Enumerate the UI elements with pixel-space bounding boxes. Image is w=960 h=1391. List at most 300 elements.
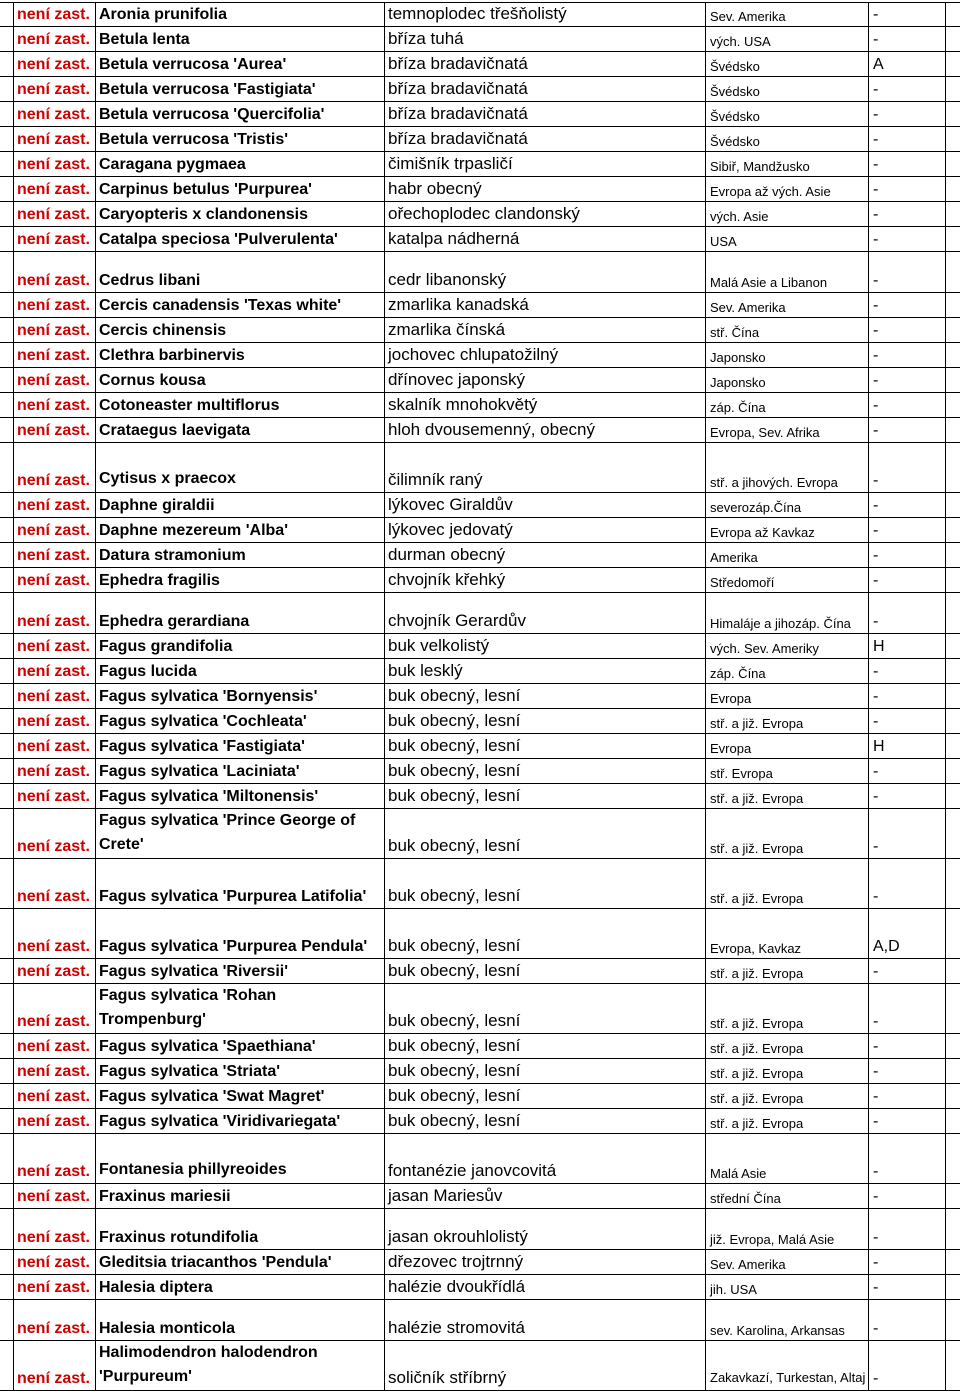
- latin-name-cell: [95, 1084, 384, 1108]
- zone-cell-text: -: [873, 1229, 879, 1246]
- status-cell: [13, 152, 95, 176]
- status-cell-text: není zast.: [17, 1163, 90, 1180]
- czech-name-cell: [384, 1084, 705, 1108]
- latin-name-cell: [95, 102, 384, 126]
- origin-cell: [705, 1084, 868, 1108]
- latin-name-cell: [95, 984, 384, 1033]
- zone-cell-text: -: [873, 297, 879, 314]
- latin-name-cell: [95, 27, 384, 51]
- status-cell: [13, 593, 95, 633]
- zone-cell: [868, 3, 946, 26]
- czech-name-cell: [384, 518, 705, 542]
- status-cell-text: není zast.: [17, 497, 90, 514]
- latin-name-cell: [95, 293, 384, 317]
- czech-name-cell: [384, 809, 705, 858]
- origin-cell-text: stř. Evropa: [710, 766, 773, 781]
- origin-cell: [705, 759, 868, 783]
- table-row: [0, 202, 960, 227]
- zone-cell-text: -: [873, 1163, 879, 1180]
- zone-cell-text: H: [873, 638, 885, 655]
- status-cell-text: není zast.: [17, 638, 90, 655]
- czech-name-cell-text: buk lesklý: [388, 661, 463, 680]
- zone-cell-text: -: [873, 156, 879, 173]
- origin-cell-text: stř. a již. Evropa: [710, 1016, 804, 1031]
- czech-name-cell-text: habr obecný: [388, 179, 482, 198]
- czech-name-cell-text: bříza tuhá: [388, 29, 464, 48]
- table-row: [0, 543, 960, 568]
- zone-cell: [868, 1109, 946, 1133]
- origin-cell-text: Evropa: [710, 691, 752, 706]
- latin-name-cell-text: Betula verrucosa 'Tristis': [99, 131, 289, 148]
- zone-cell: [868, 759, 946, 783]
- latin-name-cell: [95, 343, 384, 367]
- latin-name-cell: [95, 493, 384, 517]
- origin-cell-text: jih. USA: [710, 1282, 757, 1297]
- latin-name-cell-text: Fagus sylvatica 'Spaethiana': [99, 1038, 316, 1055]
- latin-name-cell-text: Gleditsia triacanthos 'Pendula': [99, 1254, 332, 1271]
- status-cell: [13, 52, 95, 76]
- status-cell: [13, 1084, 95, 1108]
- origin-cell: [705, 709, 868, 733]
- status-cell-text: není zast.: [17, 963, 90, 980]
- zone-cell: [868, 1300, 946, 1340]
- czech-name-cell-text: čimišník trpasličí: [388, 154, 513, 173]
- origin-cell-text: Himaláje a jihozáp. Čína: [710, 616, 851, 631]
- latin-name-cell-text: Fagus sylvatica 'Cochleata': [99, 713, 307, 730]
- origin-cell-text: vých. Sev. Ameriky: [710, 641, 819, 656]
- origin-cell: [705, 252, 868, 292]
- zone-cell-text: -: [873, 1279, 879, 1296]
- table-row: [0, 634, 960, 659]
- latin-name-cell: [95, 959, 384, 983]
- table-row: [0, 318, 960, 343]
- status-cell-text: není zast.: [17, 763, 90, 780]
- origin-cell: [705, 543, 868, 567]
- latin-name-cell: [95, 784, 384, 808]
- zone-cell: [868, 909, 946, 958]
- czech-name-cell: [384, 1134, 705, 1183]
- origin-cell-text: stř. a již. Evropa: [710, 891, 804, 906]
- latin-name-cell-text: Fraxinus rotundifolia: [99, 1229, 259, 1246]
- zone-cell-text: -: [873, 497, 879, 514]
- status-cell: [13, 443, 95, 492]
- origin-cell: [705, 127, 868, 151]
- czech-name-cell: [384, 443, 705, 492]
- zone-cell-text: A: [873, 56, 884, 73]
- table-row: [0, 102, 960, 127]
- zone-cell-text: -: [873, 1320, 879, 1337]
- status-cell: [13, 634, 95, 658]
- status-cell-text: není zast.: [17, 938, 90, 955]
- latin-name-cell-text: Caryopteris x clandonensis: [99, 206, 308, 223]
- czech-name-cell-text: jasan okrouhlolistý: [388, 1227, 528, 1246]
- latin-name-cell: [95, 1034, 384, 1058]
- latin-name-cell: [95, 909, 384, 958]
- status-cell: [13, 859, 95, 908]
- zone-cell: [868, 418, 946, 442]
- table-row: [0, 1300, 960, 1341]
- zone-cell-text: -: [873, 322, 879, 339]
- latin-name-cell: [95, 593, 384, 633]
- status-cell: [13, 1059, 95, 1083]
- table-row: [0, 368, 960, 393]
- czech-name-cell: [384, 634, 705, 658]
- czech-name-cell: [384, 52, 705, 76]
- zone-cell: [868, 177, 946, 201]
- origin-cell-text: střední Čína: [710, 1191, 781, 1206]
- origin-cell-text: Japonsko: [710, 350, 766, 365]
- status-cell: [13, 252, 95, 292]
- zone-cell: [868, 368, 946, 392]
- status-cell: [13, 684, 95, 708]
- origin-cell-text: Japonsko: [710, 375, 766, 390]
- latin-name-cell: [95, 202, 384, 226]
- zone-cell: [868, 102, 946, 126]
- zone-cell-text: -: [873, 838, 879, 855]
- origin-cell-text: stř. a již. Evropa: [710, 841, 804, 856]
- czech-name-cell: [384, 1300, 705, 1340]
- origin-cell-text: Evropa, Kavkaz: [710, 941, 802, 956]
- zone-cell: [868, 543, 946, 567]
- latin-name-cell: [95, 368, 384, 392]
- latin-name-cell-text: Aronia prunifolia: [99, 6, 227, 23]
- status-cell: [13, 227, 95, 251]
- zone-cell: [868, 152, 946, 176]
- zone-cell-text: -: [873, 81, 879, 98]
- status-cell-text: není zast.: [17, 1229, 90, 1246]
- latin-name-cell-text: Caragana pygmaea: [99, 156, 246, 173]
- status-cell-text: není zast.: [17, 106, 90, 123]
- origin-cell-text: Sev. Amerika: [710, 300, 786, 315]
- origin-cell-text: stř. a již. Evropa: [710, 1091, 804, 1106]
- table-row: [0, 593, 960, 634]
- status-cell: [13, 1275, 95, 1299]
- status-cell-text: není zast.: [17, 888, 90, 905]
- latin-name-cell-text: Datura stramonium: [99, 547, 246, 564]
- czech-name-cell: [384, 227, 705, 251]
- table-row: [0, 959, 960, 984]
- latin-name-cell: [95, 52, 384, 76]
- status-cell-text: není zast.: [17, 1254, 90, 1271]
- zone-cell-text: -: [873, 1013, 879, 1030]
- origin-cell-text: Švédsko: [710, 109, 760, 124]
- origin-cell: [705, 684, 868, 708]
- status-cell: [13, 1250, 95, 1274]
- czech-name-cell: [384, 252, 705, 292]
- zone-cell: [868, 493, 946, 517]
- zone-cell-text: -: [873, 788, 879, 805]
- zone-cell-text: -: [873, 6, 879, 23]
- czech-name-cell-text: buk obecný, lesní: [388, 1036, 521, 1055]
- czech-name-cell-text: hloh dvousemenný, obecný: [388, 420, 595, 439]
- latin-name-cell: [95, 859, 384, 908]
- latin-name-cell: [95, 634, 384, 658]
- latin-name-cell-text: Fagus grandifolia: [99, 638, 233, 655]
- status-cell-text: není zast.: [17, 572, 90, 589]
- czech-name-cell: [384, 1184, 705, 1208]
- czech-name-cell-text: katalpa nádherná: [388, 229, 520, 248]
- latin-name-cell: [95, 518, 384, 542]
- czech-name-cell: [384, 1250, 705, 1274]
- latin-name-cell-text: Fagus sylvatica 'Laciniata': [99, 763, 300, 780]
- origin-cell: [705, 859, 868, 908]
- origin-cell: [705, 152, 868, 176]
- table-row: [0, 1250, 960, 1275]
- zone-cell: [868, 593, 946, 633]
- origin-cell: [705, 202, 868, 226]
- zone-cell-text: -: [873, 1063, 879, 1080]
- zone-cell: [868, 252, 946, 292]
- czech-name-cell: [384, 859, 705, 908]
- status-cell: [13, 984, 95, 1033]
- origin-cell-text: stř. a již. Evropa: [710, 791, 804, 806]
- status-cell: [13, 659, 95, 683]
- status-cell-text: není zast.: [17, 1038, 90, 1055]
- czech-name-cell-text: zmarlika čínská: [388, 320, 506, 339]
- latin-name-cell: [95, 318, 384, 342]
- latin-name-cell-text: Fagus sylvatica 'Miltonensis': [99, 788, 319, 805]
- czech-name-cell-text: buk obecný, lesní: [388, 786, 521, 805]
- origin-cell-text: Zakavkazí, Turkestan, Altaj: [710, 1370, 866, 1385]
- zone-cell: [868, 343, 946, 367]
- status-cell-text: není zast.: [17, 713, 90, 730]
- latin-name-cell-text: Fagus sylvatica 'Purpurea Latifolia': [99, 888, 367, 905]
- zone-cell: [868, 984, 946, 1033]
- origin-cell: [705, 27, 868, 51]
- status-cell-text: není zast.: [17, 1279, 90, 1296]
- zone-cell: [868, 659, 946, 683]
- status-cell: [13, 784, 95, 808]
- latin-name-cell-text: Fagus sylvatica 'Viridivariegata': [99, 1113, 341, 1130]
- zone-cell-text: -: [873, 372, 879, 389]
- latin-name-cell: [95, 759, 384, 783]
- status-cell: [13, 318, 95, 342]
- table-row: [0, 293, 960, 318]
- zone-cell: [868, 27, 946, 51]
- zone-cell-text: -: [873, 131, 879, 148]
- zone-cell-text: -: [873, 663, 879, 680]
- zone-cell-text: -: [873, 1088, 879, 1105]
- czech-name-cell: [384, 27, 705, 51]
- status-cell-text: není zast.: [17, 347, 90, 364]
- czech-name-cell-text: bříza bradavičnatá: [388, 129, 528, 148]
- latin-name-cell-text: Halesia diptera: [99, 1279, 213, 1296]
- czech-name-cell: [384, 1341, 705, 1390]
- zone-cell: [868, 518, 946, 542]
- czech-name-cell: [384, 734, 705, 758]
- czech-name-cell: [384, 418, 705, 442]
- zone-cell-text: -: [873, 181, 879, 198]
- status-cell-text: není zast.: [17, 1188, 90, 1205]
- status-cell-text: není zast.: [17, 6, 90, 23]
- table-row: [0, 518, 960, 543]
- zone-cell: [868, 318, 946, 342]
- origin-cell-text: Evropa až Kavkaz: [710, 525, 815, 540]
- table-row: [0, 1109, 960, 1134]
- czech-name-cell: [384, 152, 705, 176]
- status-cell: [13, 393, 95, 417]
- latin-name-cell: [95, 684, 384, 708]
- zone-cell-text: -: [873, 522, 879, 539]
- status-cell-text: není zast.: [17, 1370, 90, 1387]
- latin-name-cell: [95, 1250, 384, 1274]
- status-cell: [13, 518, 95, 542]
- origin-cell-text: Evropa až vých. Asie: [710, 184, 831, 199]
- origin-cell-text: Sev. Amerika: [710, 9, 786, 24]
- czech-name-cell-text: bříza bradavičnatá: [388, 54, 528, 73]
- latin-name-cell: [95, 3, 384, 26]
- czech-name-cell-text: buk obecný, lesní: [388, 1061, 521, 1080]
- origin-cell: [705, 809, 868, 858]
- table-row: [0, 759, 960, 784]
- zone-cell-text: -: [873, 763, 879, 780]
- latin-name-cell-text: Clethra barbinervis: [99, 347, 245, 364]
- status-cell: [13, 809, 95, 858]
- latin-name-cell: [95, 1184, 384, 1208]
- origin-cell-text: již. Evropa, Malá Asie: [710, 1232, 835, 1247]
- table-row: [0, 443, 960, 493]
- status-cell-text: není zast.: [17, 788, 90, 805]
- czech-name-cell-text: buk obecný, lesní: [388, 961, 521, 980]
- latin-name-cell-text: Ephedra gerardiana: [99, 613, 250, 630]
- czech-name-cell-text: halézie stromovitá: [388, 1318, 526, 1337]
- zone-cell: [868, 127, 946, 151]
- latin-name-cell: [95, 1209, 384, 1249]
- status-cell-text: není zast.: [17, 1113, 90, 1130]
- status-cell-text: není zast.: [17, 663, 90, 680]
- origin-cell: [705, 734, 868, 758]
- status-cell: [13, 77, 95, 101]
- table-row: [0, 1059, 960, 1084]
- table-row: [0, 809, 960, 859]
- czech-name-cell-text: durman obecný: [388, 545, 506, 564]
- status-cell: [13, 568, 95, 592]
- czech-name-cell: [384, 784, 705, 808]
- origin-cell: [705, 1184, 868, 1208]
- table-row: [0, 252, 960, 293]
- status-cell: [13, 493, 95, 517]
- status-cell: [13, 543, 95, 567]
- status-cell-text: není zast.: [17, 688, 90, 705]
- latin-name-cell: [95, 177, 384, 201]
- czech-name-cell-text: lýkovec jedovatý: [388, 520, 513, 539]
- table-row: [0, 52, 960, 77]
- origin-cell: [705, 1059, 868, 1083]
- table-row: [0, 418, 960, 443]
- status-cell-text: není zast.: [17, 1320, 90, 1337]
- czech-name-cell: [384, 1275, 705, 1299]
- origin-cell: [705, 909, 868, 958]
- zone-cell-text: -: [873, 422, 879, 439]
- status-cell: [13, 1034, 95, 1058]
- status-cell-text: není zast.: [17, 1063, 90, 1080]
- czech-name-cell: [384, 493, 705, 517]
- latin-name-cell: [95, 418, 384, 442]
- table-row: [0, 227, 960, 252]
- origin-cell-text: stř. a již. Evropa: [710, 1116, 804, 1131]
- table-row: [0, 568, 960, 593]
- zone-cell-text: -: [873, 713, 879, 730]
- status-cell: [13, 202, 95, 226]
- origin-cell-text: Amerika: [710, 550, 758, 565]
- status-cell-text: není zast.: [17, 31, 90, 48]
- origin-cell-text: Sev. Amerika: [710, 1257, 786, 1272]
- latin-name-cell: [95, 1109, 384, 1133]
- latin-name-cell: [95, 77, 384, 101]
- zone-cell-text: -: [873, 688, 879, 705]
- origin-cell-text: stř. a jihových. Evropa: [710, 475, 838, 490]
- czech-name-cell-text: buk obecný, lesní: [388, 886, 521, 905]
- origin-cell: [705, 1109, 868, 1133]
- status-cell-text: není zast.: [17, 1088, 90, 1105]
- origin-cell-text: stř. a již. Evropa: [710, 966, 804, 981]
- zone-cell: [868, 809, 946, 858]
- czech-name-cell-text: buk obecný, lesní: [388, 1086, 521, 1105]
- origin-cell-text: Malá Asie: [710, 1166, 767, 1181]
- latin-name-cell-text: Betula verrucosa 'Aurea': [99, 56, 287, 73]
- latin-name-cell-text: Fagus sylvatica 'Fastigiata': [99, 738, 305, 755]
- czech-name-cell: [384, 759, 705, 783]
- latin-name-cell: [95, 227, 384, 251]
- origin-cell: [705, 52, 868, 76]
- status-cell-text: není zast.: [17, 838, 90, 855]
- status-cell-text: není zast.: [17, 181, 90, 198]
- czech-name-cell-text: halézie dvoukřídlá: [388, 1277, 526, 1296]
- latin-name-cell: [95, 1059, 384, 1083]
- status-cell-text: není zast.: [17, 738, 90, 755]
- zone-cell: [868, 1250, 946, 1274]
- zone-cell-text: -: [873, 547, 879, 564]
- czech-name-cell-text: buk velkolistý: [388, 636, 490, 655]
- origin-cell: [705, 1034, 868, 1058]
- origin-cell-text: Švédsko: [710, 134, 760, 149]
- latin-name-cell-text: Fraxinus mariesii: [99, 1188, 231, 1205]
- status-cell: [13, 959, 95, 983]
- czech-name-cell-text: chvojník křehký: [388, 570, 506, 589]
- status-cell-text: není zast.: [17, 231, 90, 248]
- status-cell: [13, 127, 95, 151]
- czech-name-cell-text: buk obecný, lesní: [388, 711, 521, 730]
- czech-name-cell: [384, 127, 705, 151]
- zone-cell: [868, 227, 946, 251]
- status-cell-text: není zast.: [17, 56, 90, 73]
- status-cell: [13, 1109, 95, 1133]
- zone-cell: [868, 393, 946, 417]
- status-cell-text: není zast.: [17, 131, 90, 148]
- latin-name-cell: [95, 543, 384, 567]
- czech-name-cell: [384, 593, 705, 633]
- zone-cell-text: -: [873, 1038, 879, 1055]
- czech-name-cell-text: buk obecný, lesní: [388, 1011, 521, 1030]
- origin-cell: [705, 518, 868, 542]
- status-cell: [13, 343, 95, 367]
- origin-cell-text: vých. USA: [710, 34, 771, 49]
- zone-cell: [868, 1341, 946, 1390]
- origin-cell: [705, 418, 868, 442]
- czech-name-cell-text: lýkovec Giraldův: [388, 495, 513, 514]
- table-row: [0, 177, 960, 202]
- latin-name-cell-text: Betula lenta: [99, 31, 190, 48]
- zone-cell: [868, 1184, 946, 1208]
- latin-name-cell-text: Cercis canadensis 'Texas white': [99, 297, 342, 314]
- table-row: [0, 77, 960, 102]
- czech-name-cell-text: fontanézie janovcovitá: [388, 1161, 557, 1180]
- origin-cell-text: stř. a již. Evropa: [710, 1041, 804, 1056]
- czech-name-cell-text: jochovec chlupatožilný: [388, 345, 559, 364]
- latin-name-cell: [95, 443, 384, 492]
- table-row: [0, 909, 960, 959]
- origin-cell-text: Švédsko: [710, 59, 760, 74]
